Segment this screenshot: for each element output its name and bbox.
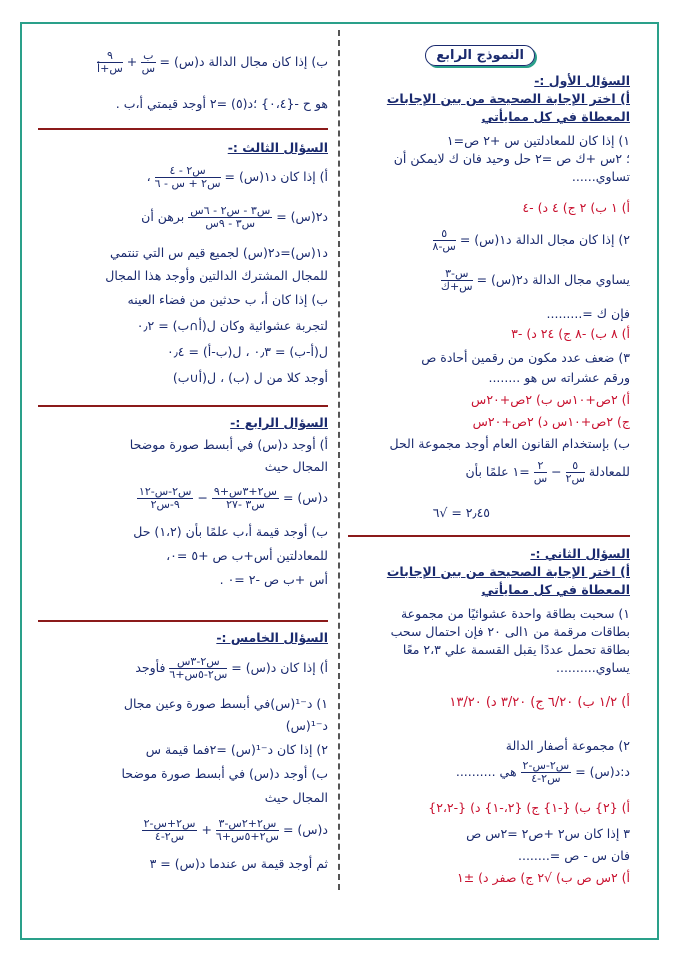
q1-b-line2: للمعادلة $\frac{٥}{\text{س٢}}$ − $\frac{٢}{\text{س}}$ =١ علمًا بأن	[465, 459, 630, 485]
q5-heading: السؤال الخامس :-	[216, 630, 328, 645]
section-separator	[38, 405, 328, 407]
section-separator	[38, 620, 328, 622]
q1-b-line3: ٢٫٤٥ = √٦	[432, 505, 490, 520]
q1-b-line1: ب) بإستخدام القانون العام أوجد مجموعة الحل	[389, 436, 630, 451]
q2-instruction-1: أ) اختر الإجابة الصحيحة من بين الإجابات	[386, 564, 630, 579]
q1-p1-line3: تساوي......	[571, 169, 630, 184]
q4-line1: أ) أوجد د(س) في أبسط صورة موضحا	[129, 437, 328, 452]
q1-instruction-2: المعطاة في كل ممايأتي	[481, 109, 630, 124]
q1-p2-line2	[441, 268, 630, 293]
q2-p2-text-end: هي ..........	[455, 764, 517, 779]
column-divider	[338, 30, 340, 890]
fraction-numerator: ٥	[433, 228, 456, 241]
q2-p2-line1: ٢) مجموعة أصفار الدالة	[505, 738, 630, 753]
q1-p2-text: ٢) إذا كان مجال الدالة د١(س) =	[459, 232, 630, 247]
q3-text1: أ) إذا كان د١(س) =	[224, 169, 328, 184]
q5-line1	[135, 656, 328, 681]
q2-p3-line2: فان س - ص =........	[518, 848, 630, 863]
q5-line8: ثم أوجد قيمة س عندما د(س) = ٣	[149, 856, 328, 871]
fraction-numerator: ٩	[97, 50, 123, 63]
q1-instruction-1: أ) اختر الإجابة الصحيحة من بين الإجابات	[386, 91, 630, 106]
fraction-numerator: س٢+س-٢	[143, 817, 196, 830]
q4-heading: السؤال الرابع :-	[230, 415, 328, 430]
q2-p2-line2	[456, 760, 630, 785]
q5-fraction3	[142, 818, 198, 843]
q1-b-text-end: =١ علمًا بأن	[465, 464, 530, 479]
q5-fraction2	[216, 818, 279, 843]
q5-fraction1	[169, 656, 227, 681]
left-top-line2: هو ح -{٠،٤} ؛د(٥) =٢ أوجد قيمتي أ،ب .	[115, 96, 328, 111]
q1-p2-line1	[433, 228, 630, 253]
q1-p3-line1: ٣) ضعف عدد مكون من رقمين أحادة ص	[421, 350, 630, 365]
q2-instruction-2: المعطاة في كل ممايأتي	[481, 582, 630, 597]
left-top-text: ب) إذا كان مجال الدالة د(س) =	[159, 54, 328, 69]
q3-line5: ب) إذا كان أ، ب حدثين من فضاء العينه	[127, 292, 328, 307]
q4-line4: ب) أوجد قيمة أ،ب علمًا بأن (١،٢) حل	[133, 524, 328, 539]
q2-heading: السؤال الثاني :-	[530, 546, 630, 561]
fraction-numerator: ٢	[534, 460, 547, 473]
left-top-line1: ب) إذا كان مجال الدالة د(س) = $\frac{\text{ب}}{\text{س}}$ + $\frac{٩}{\text{س+أ}}$	[97, 49, 328, 75]
fraction-numerator: س٢+٣س+٩	[213, 485, 277, 498]
q3-line8: أوجد كلا من ل (ب) ، ل(أ∪ب)	[172, 370, 328, 385]
q2-p1-line3: بطاقة تحمل عددًا يقبل القسمة علي ٢،٣ معًا	[402, 642, 630, 657]
fraction-numerator: س٢+٢س-٣	[216, 818, 279, 831]
q1-p2-choices: أ) ٨ ب) -٨ ج) ٢٤ د) -٣	[511, 326, 630, 341]
q3-text2: د٢(س) =	[276, 209, 328, 224]
q2-p2-fraction	[521, 760, 572, 785]
fraction-denominator: س+ك	[440, 280, 473, 293]
q1-p3-line2: ورقم عشراته س هو ........	[488, 370, 630, 385]
model-title: النموذج الرابع	[425, 45, 535, 66]
q1-b-fraction1	[566, 460, 585, 485]
q1-heading: السؤال الأول :-	[534, 73, 630, 88]
fraction-numerator: س٢-س-٢	[522, 759, 570, 772]
fraction-denominator: س+أ	[97, 62, 123, 75]
q5-line3: د⁻¹(س)	[285, 718, 328, 733]
q3-line1: أ) إذا كان د١(س) = $\frac{\text{س٢ - ٤}}{\text{س٢ + س - ٦}}$ ،	[146, 164, 328, 190]
q3-line6: لتجربة عشوائية وكان ل(أ∩ب) = ٠٫٢	[136, 318, 328, 333]
q1-p2-fraction2	[441, 268, 473, 293]
fraction-denominator: س٢-٤	[154, 830, 185, 843]
q3-fraction2	[188, 205, 272, 230]
section-separator	[348, 535, 630, 537]
q4-fraction2	[137, 486, 194, 511]
q4-line2: المجال حيث	[264, 459, 328, 474]
q3-fraction1	[155, 165, 221, 190]
fraction-numerator: س٢ - ٤	[155, 165, 221, 178]
q3-line2	[141, 205, 328, 230]
q5-text1-end: فأوجد	[135, 660, 166, 675]
q1-p2-line3: فإن ك =.........	[546, 306, 630, 321]
q4-line5: للمعادلتين أس+ب ص +٥ =٠،	[166, 548, 328, 563]
q3-heading: السؤال الثالث :-	[227, 140, 328, 155]
fraction-denominator: س٢-٥س+٦	[169, 668, 228, 681]
fraction-numerator: ٥	[566, 460, 585, 473]
fraction-denominator: س٢+٥س+٦	[215, 830, 279, 843]
q5-line4: ٢) إذا كان د⁻¹(س) =٢فما قيمة س	[145, 742, 328, 757]
q5-line6: المجال حيث	[264, 790, 328, 805]
q1-b-text: للمعادلة	[588, 464, 630, 479]
fraction-denominator: س٣ -٢٧	[226, 498, 265, 511]
fraction-denominator: س٢	[565, 472, 585, 485]
q1-b-fraction2	[534, 460, 547, 485]
q1-p3-choices1: أ) ٢ص+١٠س ب) ٢ص+٢٠س	[471, 392, 630, 407]
q2-p1-choices: أ) ١/٢ ب) ٦/٢٠ ج) ٣/٢٠ د) ١٣/٢٠	[449, 695, 630, 710]
fraction-denominator: س	[533, 472, 548, 485]
fraction-numerator: س-٣	[441, 268, 473, 281]
q3-line4: للمجال المشترك الدالتين وأوجد هذا المجال	[105, 268, 328, 283]
q2-p2-choices: أ) {٢} ب) {-١} ج) {٢،-١} د) {-٢،٢}	[428, 800, 630, 815]
q2-p1-line2: بطاقات مرقمة من ١الى ٢٠ فإن احتمال سحب	[390, 624, 630, 639]
q5-line5: ب) أوجد د(س) في أبسط صورة موضحا	[121, 766, 328, 781]
q5-line7: د(س) = $\frac{\text{س٢+٢س-٣}}{\text{س٢+٥س+٦}}$ + $\frac{\text{س٢+س-٢}}{\text{س٢-٤}}$	[143, 817, 328, 843]
q3-line7: ل(أ-ب) = ٠٫٣ ، ل(ب-أ) = ٠٫٤	[166, 344, 328, 359]
q1-p1-line2: ؛ ٢س +ك ص =٢ حل وحيد فان ك لايمكن أن	[393, 151, 630, 166]
q2-p1-line4: يساوي..........	[556, 660, 630, 675]
fraction-denominator: س٣ - ٩س	[205, 217, 256, 230]
fraction-denominator: س	[141, 62, 156, 75]
q5-text1: أ) إذا كان د(س) =	[231, 660, 328, 675]
q4-text3: د(س) =	[282, 490, 328, 505]
fraction-numerator: س٢-٣س	[169, 656, 227, 669]
q1-p2-fraction1	[433, 228, 456, 253]
q2-p1-line1: ١) سحبت بطاقة واحدة عشوائيًا من مجموعة	[400, 606, 630, 621]
section-separator	[38, 128, 328, 130]
q4-line3: د(س) = $\frac{\text{س٢+٣س+٩}}{\text{س٣ -٢٧}}$ − $\frac{\text{س٢-س-١٢}}{\text{٩-س٢}}$	[138, 485, 328, 511]
q1-p2-text2: يساوي مجال الدالة د٢(س) =	[476, 272, 630, 287]
q4-fraction1	[212, 486, 279, 511]
fraction-numerator: س٢-س-١٢	[138, 485, 192, 498]
q1-p1-line1: ١) إذا كان للمعادلتين س +٢ ص=١	[446, 133, 630, 148]
q1-p1-choices: أ) ١ ب) ٢ ج) ٤ د) -٤	[522, 200, 630, 215]
q5-line2: ١) د⁻¹(س)في أبسط صورة وعين مجال	[123, 696, 328, 711]
left-top-fraction2	[97, 50, 123, 75]
q4-line6: أس +ب ص -٢ =٠ .	[219, 572, 328, 587]
left-top-fraction1	[141, 50, 155, 75]
q2-p3-choices: أ) ٢س ص ب) √٢ ج) صفر د) ±١	[457, 870, 630, 885]
fraction-denominator: س٢-٤	[531, 772, 561, 785]
q5-text7: د(س) =	[282, 822, 328, 837]
q3-line3: د١(س)=د٢(س) لجميع قيم س التي تنتمي	[110, 245, 328, 260]
q2-p2-text: د:د(س) =	[575, 764, 630, 779]
q3-text2-end: برهن أن	[141, 209, 185, 224]
fraction-denominator: س٢ + س - ٦	[154, 177, 221, 190]
fraction-denominator: ٩-س٢	[150, 498, 180, 511]
q2-p3-line1: ٣ إذا كان س٢ +ص٢ =٢س ص	[466, 826, 630, 841]
q1-p3-choices2: ج) ٢ص+١٠س د) ٢ص+٢٠س	[472, 414, 630, 429]
fraction-numerator: ب	[143, 49, 154, 62]
fraction-denominator: س-٨	[432, 240, 456, 253]
fraction-numerator: س٣ - س٢ - ٦س	[190, 204, 271, 217]
